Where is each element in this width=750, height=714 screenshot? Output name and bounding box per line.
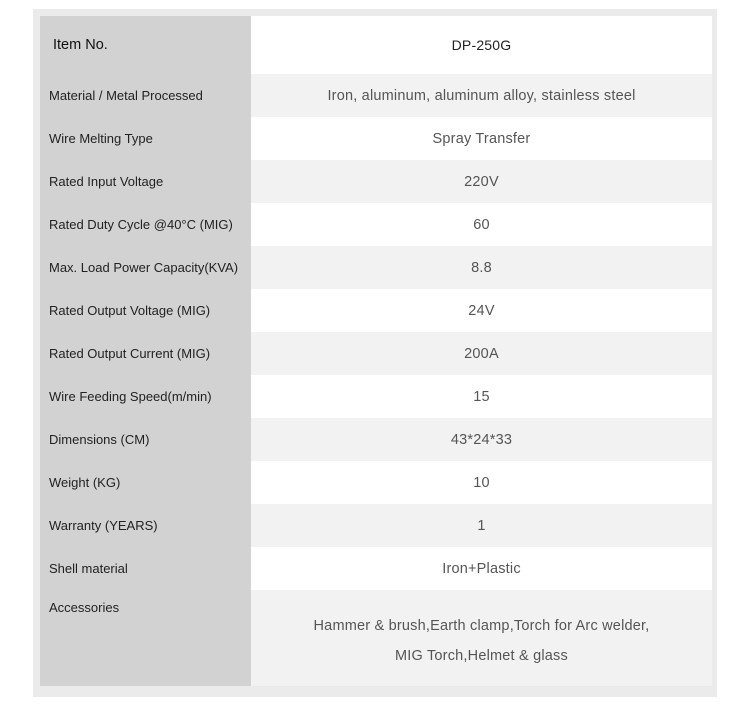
spec-table (40, 16, 712, 686)
row-value: Iron+Plastic (251, 547, 712, 590)
row-label: Material / Metal Processed (40, 74, 251, 117)
table-row (40, 332, 712, 375)
header-row (40, 16, 712, 74)
table-row (40, 504, 712, 547)
table-row (40, 74, 712, 117)
row-value: 60 (251, 203, 712, 246)
row-label: Rated Duty Cycle @40°C (MIG) (40, 203, 251, 246)
row-value: 10 (251, 461, 712, 504)
row-label: Shell material (40, 547, 251, 590)
table-row (40, 246, 712, 289)
row-value: 43*24*33 (251, 418, 712, 461)
row-value: 220V (251, 160, 712, 203)
row-label: Warranty (YEARS) (40, 504, 251, 547)
row-label: Rated Output Voltage (MIG) (40, 289, 251, 332)
row-label: Wire Feeding Speed(m/min) (40, 375, 251, 418)
row-label: Weight (KG) (40, 461, 251, 504)
table-row (40, 203, 712, 246)
accessories-line-1: Hammer & brush,Earth clamp,Torch for Arc welder, (313, 618, 650, 634)
row-label: Rated Input Voltage (40, 160, 251, 203)
accessories-row (40, 590, 712, 686)
table-row (40, 117, 712, 160)
row-value: 1 (251, 504, 712, 547)
item-no-label: Item No. (40, 16, 251, 74)
table-row (40, 461, 712, 504)
table-row (40, 289, 712, 332)
table-row (40, 160, 712, 203)
accessories-value (251, 590, 712, 686)
row-label: Max. Load Power Capacity(KVA) (40, 246, 251, 289)
row-label: Wire Melting Type (40, 117, 251, 160)
table-row (40, 418, 712, 461)
row-value: Spray Transfer (251, 117, 712, 160)
row-value: Iron, aluminum, aluminum alloy, stainless steel (251, 74, 712, 117)
row-value: 24V (251, 289, 712, 332)
row-label: Dimensions (CM) (40, 418, 251, 461)
accessories-label: Accessories (40, 590, 251, 686)
table-row (40, 547, 712, 590)
row-value: 15 (251, 375, 712, 418)
row-value: 8.8 (251, 246, 712, 289)
row-label: Rated Output Current (MIG) (40, 332, 251, 375)
item-no-value: DP-250G (251, 16, 712, 74)
accessories-line-2: MIG Torch,Helmet & glass (395, 648, 568, 664)
row-value: 200A (251, 332, 712, 375)
table-row (40, 375, 712, 418)
